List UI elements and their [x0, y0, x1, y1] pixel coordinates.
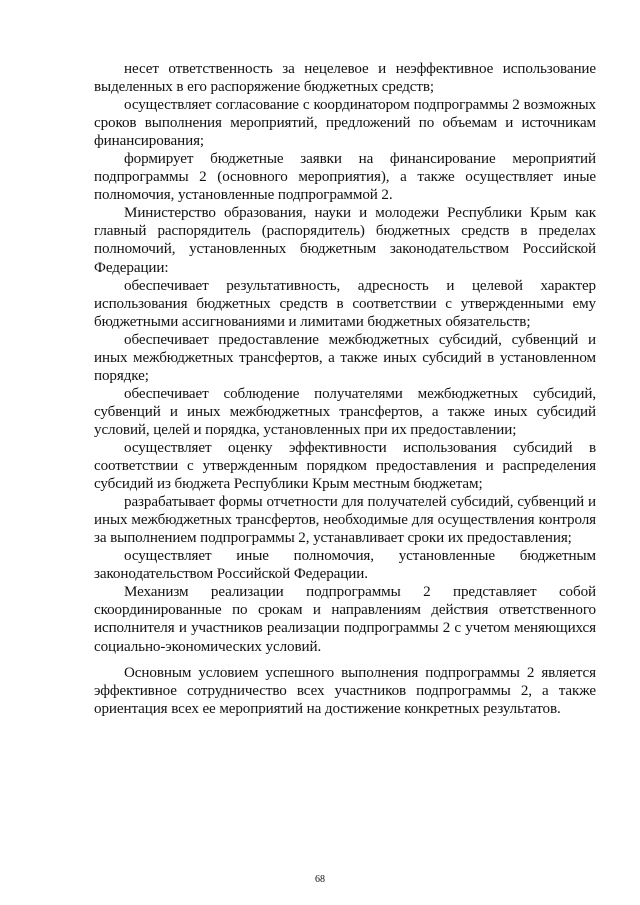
paragraph-1: несет ответственность за нецелевое и неэффективное использование выделенных в его распоряжение бюджетных средств;: [94, 61, 596, 96]
paragraph-5: обеспечивает результативность, адресность и целевой характер использования бюджетных средств в соответствии с утвержденными ему бюджетными ассигнованиями и лимитами бюджетных обязательств;: [94, 277, 596, 330]
paragraph-3: формирует бюджетные заявки на финансирование мероприятий подпрограммы 2 (основного мероприятия), а также осуществляет иные полномочия, установленные подпрограммой 2.: [94, 151, 596, 204]
page-number: 68: [315, 874, 325, 885]
document-body: [94, 60, 596, 718]
paragraph-9: разрабатывает формы отчетности для получателей субсидий, субвенций и иных межбюджетных трансфертов, необходимые для осуществления контроля за выполнением подпрограммы 2, устанавливает сроки их предоставления;: [94, 494, 596, 547]
paragraph-2: осуществляет согласование с координатором подпрограммы 2 возможных сроков выполнения мероприятий, предложений по объемам и источникам финансирования;: [94, 97, 596, 150]
paragraph-12: Основным условием успешного выполнения подпрограммы 2 является эффективное сотрудничество всех участников подпрограммы 2, а также ориентация всех ее мероприятий на достижение конкретных результатов.: [94, 664, 596, 717]
paragraph-7: обеспечивает соблюдение получателями межбюджетных субсидий, субвенций и иных межбюджетных трансфертов, а также иных субсидий условий, целей и порядка, установленных при их предоставлении;: [94, 385, 596, 438]
paragraph-4: Министерство образования, науки и молодежи Республики Крым как главный распорядитель (распорядитель) бюджетных средств в пределах полномочий, установленных бюджетным законодательством Российской Федерации:: [94, 205, 596, 276]
paragraph-6: обеспечивает предоставление межбюджетных субсидий, субвенций и иных межбюджетных трансфертов, а также иных субсидий в установленном порядке;: [94, 331, 596, 384]
paragraph-8: осуществляет оценку эффективности использования субсидий в соответствии с утвержденным порядком предоставления и распределения субсидий из бюджета Республики Крым местным бюджетам;: [94, 439, 596, 493]
paragraph-11: Механизм реализации подпрограммы 2 представляет собой скоординированные по срокам и направлениям действия ответственного исполнителя и участников реализации подпрограммы 2 с учетом меняющихся социально-экономических условий.: [94, 584, 596, 655]
paragraph-10: осуществляет иные полномочия, установленные бюджетным законодательством Российской Федерации.: [94, 548, 596, 583]
